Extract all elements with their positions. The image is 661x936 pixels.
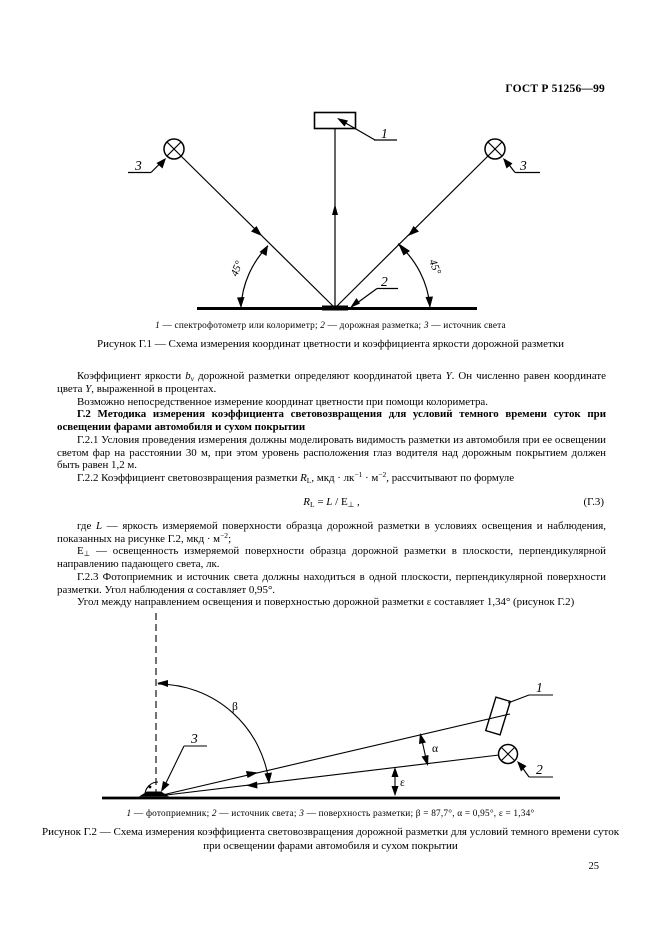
angle-arc-left	[241, 246, 268, 307]
incident-beam	[158, 755, 499, 796]
label3-leader	[163, 746, 184, 789]
body-text	[57, 370, 606, 609]
paragraph-g21: Г.2.1 Условия проведения измерения должны моделировать видимость разметки из автомобиля при ее освещении светом фар на расстоянии 30 м, при этом уровень расположения глаз водителя над дорожным покрытием должен быть равен 1,2 м.	[57, 433, 606, 472]
device-label: 1	[381, 126, 388, 141]
paragraph-e: $Е_\perp$ — освещенность измеряемой поверхности образца дорожной разметки в плоскости, перпендикулярной направлению падающего света, лк.	[57, 545, 606, 570]
angle-right-label: 45°	[426, 257, 444, 277]
angle-dot-icon	[149, 786, 152, 789]
figure-g1-caption: Рисунок Г.1 — Схема измерения координат цветности и коэффициента яркости дорожной разметки	[96, 338, 565, 350]
source-left-label: 3	[135, 158, 142, 173]
arc-arrow-icon	[157, 680, 168, 687]
figure-g2-legend: 1 — фотоприемник; 2 — источник света; 3 — поверхность разметки; β = 87,7°, α = 0,95°, ε = 1,34°	[126, 809, 535, 819]
arc-arrow-icon	[392, 767, 399, 777]
photodetector-box	[486, 697, 511, 735]
source-right-label: 3	[520, 158, 527, 173]
marking-label: 2	[381, 274, 388, 289]
source-label: 2	[536, 762, 543, 777]
leader-arrow-icon	[337, 118, 348, 127]
beam-arrow-icon	[246, 771, 258, 778]
paragraph-g22: Г.2.2 Коэффициент световозвращения разметки $R_L$, мкд · $лк^{-1} \cdot м^{-2}$, рассчитывают по формуле	[77, 470, 515, 485]
section-heading-g2: Г.2 Методика измерения коэффициента световозвращения для условий темного времени суток при освещении фарами автомобиля и сухом покрытии	[57, 408, 606, 433]
detector-label: 1	[536, 680, 543, 695]
page-number: 25	[588, 861, 599, 872]
spectrophotometer-box	[315, 113, 356, 129]
arc-arrow-icon	[237, 297, 245, 308]
formula-number: (Г.3)	[583, 495, 604, 508]
beam-arrow-icon	[408, 226, 419, 236]
beta-label: β	[232, 701, 238, 713]
epsilon-label: ε	[400, 777, 405, 789]
leader-arrow-icon	[161, 781, 170, 792]
paragraph: Возможно непосредственное измерение координат цветности при помощи колориметра.	[77, 395, 488, 408]
figure-g2-caption: Рисунок Г.2 — Схема измерения коэффициента световозвращения дорожной разметки для условий темного времени суток при освещении фарами автомобиля и сухом покрытии	[41, 826, 620, 852]
leader-arrow-icon	[157, 158, 167, 169]
arc-arrow-icon	[392, 786, 399, 796]
formula-g3	[57, 488, 606, 518]
paragraph-where: где L — яркость измеряемой поверхности образца дорожной разметки в условиях освещения и наблюдения, показанных на рисунке Г.2, мкд · $м^{-2}$;	[57, 519, 606, 545]
figure-g2-diagram	[0, 610, 661, 810]
leader-arrow-icon	[350, 298, 360, 308]
reflected-beam	[158, 714, 510, 796]
paragraph-angle: Угол между направлением освещения и поверхностью дорожной разметки ε составляет 1,34° (рисунок Г.2)	[77, 596, 575, 609]
beam-arrow-icon	[246, 782, 258, 789]
figure-g1-legend: 1 — спектрофотометр или колориметр; 2 — дорожная разметка; 3 — источник света	[155, 321, 506, 331]
alpha-label: α	[432, 743, 439, 755]
up-arrow-icon	[332, 204, 338, 215]
arc-arrow-icon	[426, 297, 434, 309]
paragraph: Коэффициент яркости $b_v$ дорожной разметки определяют координатой цвета Y. Он численно равен координате цвета Y, выраженной в процентах.	[57, 370, 607, 395]
label1-leader	[508, 695, 529, 703]
angle-left-label: 45°	[228, 259, 246, 279]
paragraph-g23: Г.2.3 Фотоприемник и источник света должны находиться в одной плоскости, перпендикулярной поверхности разметки. Угол наблюдения α составляет 0,95°.	[57, 570, 606, 596]
formula-expression: $R_L = L / Е_\perp$ ,	[303, 495, 360, 509]
surface-label: 3	[191, 731, 198, 746]
leader-arrow-icon	[517, 761, 527, 772]
document-header: ГОСТ Р 51256—99	[505, 83, 605, 95]
beta-arc	[158, 684, 269, 783]
figure-g1-diagram	[0, 100, 661, 318]
